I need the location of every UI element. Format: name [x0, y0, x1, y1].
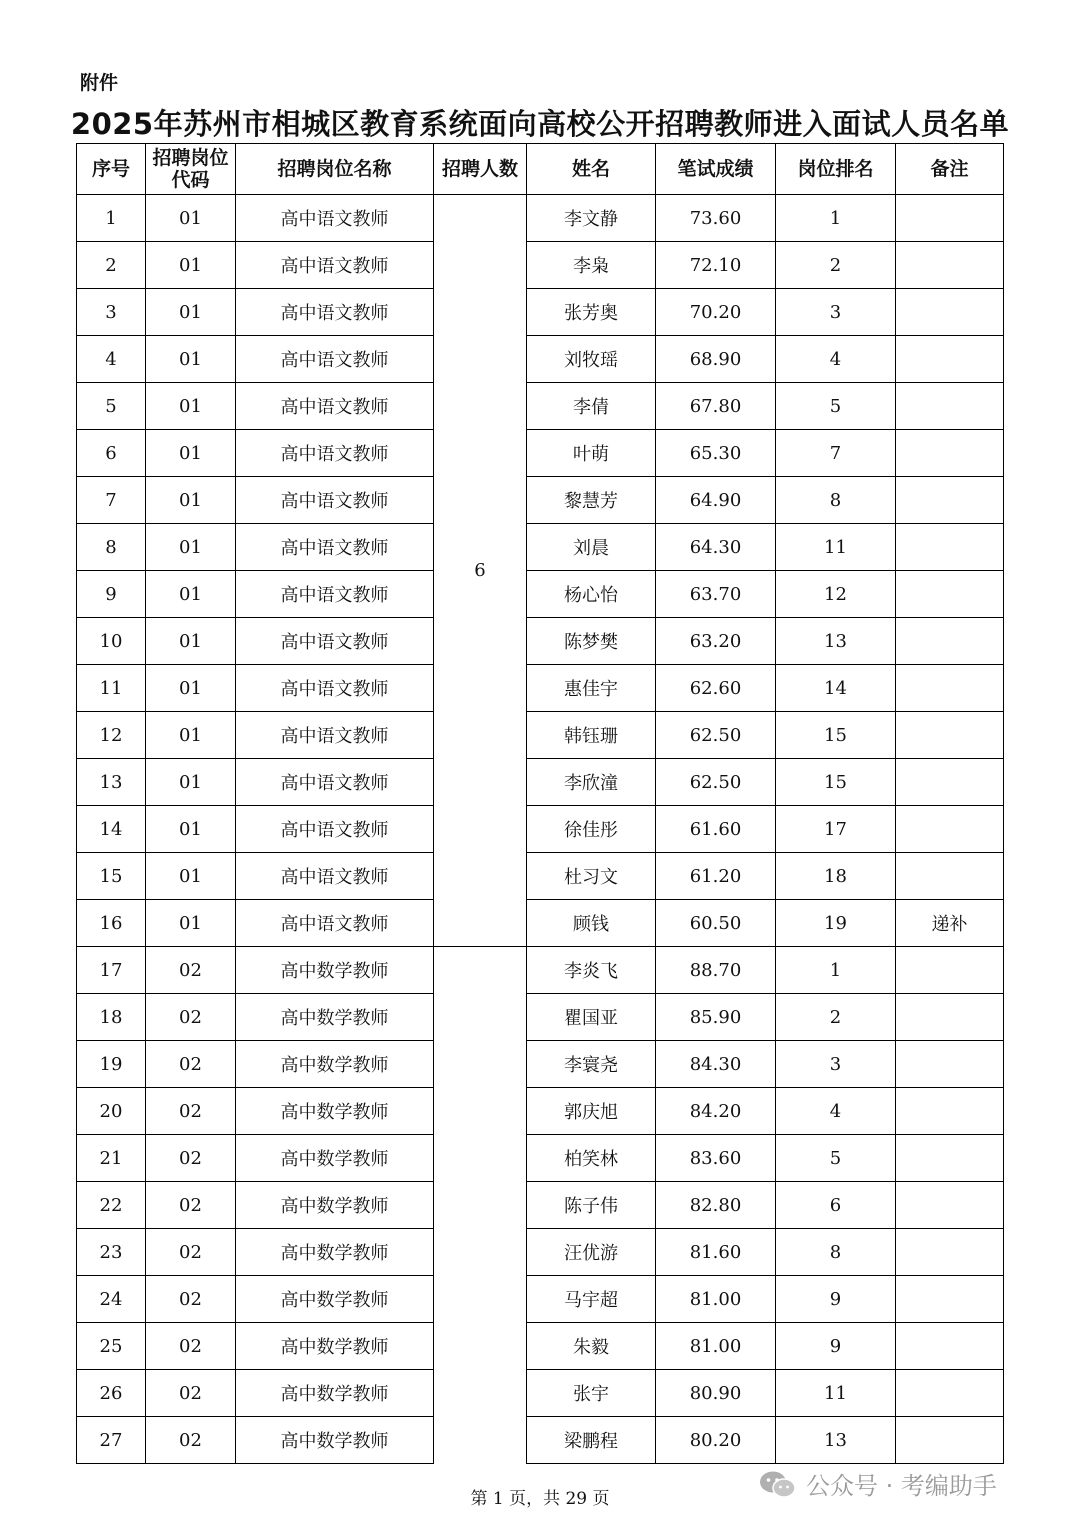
- cell-post: 高中数学教师: [236, 994, 434, 1041]
- cell-score: 62.50: [656, 759, 776, 806]
- cell-name: 李倩: [527, 383, 656, 430]
- table-row: [77, 947, 1004, 994]
- cell-code: 02: [146, 1323, 236, 1370]
- cell-name: 刘牧瑶: [527, 336, 656, 383]
- cell-code: 02: [146, 947, 236, 994]
- table-row: [77, 853, 1004, 900]
- cell-rank: 9: [776, 1323, 896, 1370]
- table-row: [77, 806, 1004, 853]
- cell-name: 刘晨: [527, 524, 656, 571]
- cell-remark: [896, 1323, 1004, 1370]
- cell-score: 70.20: [656, 289, 776, 336]
- cell-post: 高中语文教师: [236, 477, 434, 524]
- header-score: 笔试成绩: [656, 144, 776, 195]
- header-code: 招聘岗位代码: [146, 144, 236, 195]
- cell-post: 高中数学教师: [236, 1370, 434, 1417]
- table-header-row: [77, 144, 1004, 195]
- cell-name: 张芳奥: [527, 289, 656, 336]
- cell-remark: [896, 1417, 1004, 1464]
- cell-name: 陈子伟: [527, 1182, 656, 1229]
- cell-seq: 13: [77, 759, 146, 806]
- table-row: [77, 383, 1004, 430]
- cell-code: 01: [146, 853, 236, 900]
- cell-post: 高中数学教师: [236, 1041, 434, 1088]
- cell-remark: [896, 1182, 1004, 1229]
- cell-rank: 11: [776, 524, 896, 571]
- cell-seq: 9: [77, 571, 146, 618]
- cell-seq: 14: [77, 806, 146, 853]
- cell-seq: 21: [77, 1135, 146, 1182]
- cell-remark: 递补: [896, 900, 1004, 947]
- cell-score: 63.70: [656, 571, 776, 618]
- cell-score: 64.30: [656, 524, 776, 571]
- cell-rank: 4: [776, 336, 896, 383]
- cell-seq: 22: [77, 1182, 146, 1229]
- cell-remark: [896, 430, 1004, 477]
- cell-post: 高中语文教师: [236, 195, 434, 242]
- cell-quota-group-02: [434, 947, 527, 1464]
- cell-seq: 10: [77, 618, 146, 665]
- cell-code: 02: [146, 1370, 236, 1417]
- cell-post: 高中语文教师: [236, 712, 434, 759]
- cell-rank: 15: [776, 712, 896, 759]
- table-row: [77, 1041, 1004, 1088]
- table-row: [77, 1229, 1004, 1276]
- cell-remark: [896, 994, 1004, 1041]
- cell-name: 李欣潼: [527, 759, 656, 806]
- cell-score: 82.80: [656, 1182, 776, 1229]
- cell-name: 顾钱: [527, 900, 656, 947]
- table-row: [77, 242, 1004, 289]
- cell-name: 杜习文: [527, 853, 656, 900]
- cell-remark: [896, 1276, 1004, 1323]
- cell-remark: [896, 571, 1004, 618]
- cell-name: 李寰尧: [527, 1041, 656, 1088]
- cell-code: 02: [146, 1229, 236, 1276]
- cell-score: 65.30: [656, 430, 776, 477]
- cell-rank: 7: [776, 430, 896, 477]
- table-row: [77, 712, 1004, 759]
- cell-score: 62.60: [656, 665, 776, 712]
- cell-name: 马宇超: [527, 1276, 656, 1323]
- cell-remark: [896, 195, 1004, 242]
- cell-post: 高中语文教师: [236, 289, 434, 336]
- header-quota: 招聘人数: [434, 144, 527, 195]
- cell-score: 64.90: [656, 477, 776, 524]
- cell-post: 高中数学教师: [236, 1323, 434, 1370]
- cell-rank: 5: [776, 1135, 896, 1182]
- cell-seq: 15: [77, 853, 146, 900]
- cell-post: 高中语文教师: [236, 806, 434, 853]
- cell-score: 85.90: [656, 994, 776, 1041]
- cell-name: 汪优游: [527, 1229, 656, 1276]
- wechat-icon: [758, 1469, 798, 1499]
- cell-post: 高中语文教师: [236, 524, 434, 571]
- cell-name: 叶萌: [527, 430, 656, 477]
- cell-code: 01: [146, 571, 236, 618]
- cell-post: 高中数学教师: [236, 1276, 434, 1323]
- cell-code: 02: [146, 994, 236, 1041]
- cell-remark: [896, 524, 1004, 571]
- cell-post: 高中语文教师: [236, 336, 434, 383]
- cell-name: 徐佳彤: [527, 806, 656, 853]
- cell-rank: 3: [776, 289, 896, 336]
- cell-rank: 3: [776, 1041, 896, 1088]
- cell-code: 02: [146, 1182, 236, 1229]
- cell-code: 02: [146, 1276, 236, 1323]
- cell-seq: 2: [77, 242, 146, 289]
- cell-score: 61.20: [656, 853, 776, 900]
- cell-name: 李文静: [527, 195, 656, 242]
- table-row: [77, 1135, 1004, 1182]
- cell-seq: 4: [77, 336, 146, 383]
- cell-seq: 17: [77, 947, 146, 994]
- cell-remark: [896, 1229, 1004, 1276]
- table-row: [77, 994, 1004, 1041]
- table-row: [77, 1370, 1004, 1417]
- cell-seq: 26: [77, 1370, 146, 1417]
- cell-score: 72.10: [656, 242, 776, 289]
- cell-remark: [896, 1370, 1004, 1417]
- table-row: [77, 571, 1004, 618]
- cell-score: 81.00: [656, 1276, 776, 1323]
- cell-remark: [896, 853, 1004, 900]
- cell-score: 80.20: [656, 1417, 776, 1464]
- cell-name: 郭庆旭: [527, 1088, 656, 1135]
- cell-score: 81.60: [656, 1229, 776, 1276]
- cell-code: 02: [146, 1135, 236, 1182]
- cell-seq: 11: [77, 665, 146, 712]
- cell-rank: 15: [776, 759, 896, 806]
- cell-remark: [896, 665, 1004, 712]
- cell-seq: 25: [77, 1323, 146, 1370]
- cell-rank: 6: [776, 1182, 896, 1229]
- cell-code: 02: [146, 1417, 236, 1464]
- cell-seq: 24: [77, 1276, 146, 1323]
- cell-score: 68.90: [656, 336, 776, 383]
- table-row: [77, 289, 1004, 336]
- cell-score: 83.60: [656, 1135, 776, 1182]
- cell-name: 黎慧芳: [527, 477, 656, 524]
- cell-rank: 11: [776, 1370, 896, 1417]
- cell-seq: 7: [77, 477, 146, 524]
- cell-code: 01: [146, 665, 236, 712]
- cell-score: 80.90: [656, 1370, 776, 1417]
- cell-post: 高中语文教师: [236, 759, 434, 806]
- cell-seq: 16: [77, 900, 146, 947]
- cell-name: 韩钰珊: [527, 712, 656, 759]
- cell-code: 01: [146, 759, 236, 806]
- cell-post: 高中数学教师: [236, 1182, 434, 1229]
- table-row: [77, 195, 1004, 242]
- table-row: [77, 336, 1004, 383]
- cell-remark: [896, 383, 1004, 430]
- cell-post: 高中数学教师: [236, 1229, 434, 1276]
- cell-rank: 8: [776, 1229, 896, 1276]
- cell-seq: 20: [77, 1088, 146, 1135]
- cell-seq: 12: [77, 712, 146, 759]
- watermark-text: 公众号 · 考编助手: [806, 1472, 997, 1500]
- cell-seq: 27: [77, 1417, 146, 1464]
- cell-name: 梁鹏程: [527, 1417, 656, 1464]
- cell-code: 01: [146, 477, 236, 524]
- cell-score: 67.80: [656, 383, 776, 430]
- cell-post: 高中语文教师: [236, 242, 434, 289]
- cell-remark: [896, 1088, 1004, 1135]
- table-row: [77, 1088, 1004, 1135]
- cell-name: 惠佳宇: [527, 665, 656, 712]
- cell-post: 高中语文教师: [236, 665, 434, 712]
- cell-code: 01: [146, 430, 236, 477]
- cell-rank: 2: [776, 242, 896, 289]
- cell-post: 高中语文教师: [236, 383, 434, 430]
- cell-post: 高中语文教师: [236, 853, 434, 900]
- table-body: [77, 195, 1004, 1464]
- cell-quota-group-01: 6: [434, 195, 527, 947]
- cell-seq: 3: [77, 289, 146, 336]
- table-row: [77, 1323, 1004, 1370]
- cell-name: 柏笑林: [527, 1135, 656, 1182]
- cell-code: 02: [146, 1088, 236, 1135]
- watermark: [758, 1466, 997, 1501]
- cell-rank: 12: [776, 571, 896, 618]
- cell-score: 61.60: [656, 806, 776, 853]
- cell-post: 高中数学教师: [236, 1417, 434, 1464]
- cell-post: 高中数学教师: [236, 947, 434, 994]
- cell-remark: [896, 947, 1004, 994]
- cell-rank: 4: [776, 1088, 896, 1135]
- cell-name: 张宇: [527, 1370, 656, 1417]
- cell-code: 01: [146, 336, 236, 383]
- cell-score: 81.00: [656, 1323, 776, 1370]
- cell-code: 01: [146, 524, 236, 571]
- cell-remark: [896, 477, 1004, 524]
- table-row: [77, 759, 1004, 806]
- cell-score: 60.50: [656, 900, 776, 947]
- cell-code: 01: [146, 900, 236, 947]
- cell-rank: 1: [776, 947, 896, 994]
- cell-post: 高中数学教师: [236, 1135, 434, 1182]
- cell-remark: [896, 289, 1004, 336]
- cell-code: 02: [146, 1041, 236, 1088]
- cell-remark: [896, 712, 1004, 759]
- table-row: [77, 430, 1004, 477]
- cell-score: 73.60: [656, 195, 776, 242]
- cell-remark: [896, 806, 1004, 853]
- table-row: [77, 477, 1004, 524]
- cell-rank: 13: [776, 1417, 896, 1464]
- cell-seq: 5: [77, 383, 146, 430]
- cell-rank: 8: [776, 477, 896, 524]
- cell-score: 63.20: [656, 618, 776, 665]
- header-name: 姓名: [527, 144, 656, 195]
- cell-rank: 19: [776, 900, 896, 947]
- cell-rank: 17: [776, 806, 896, 853]
- cell-seq: 6: [77, 430, 146, 477]
- header-post: 招聘岗位名称: [236, 144, 434, 195]
- header-remark: 备注: [896, 144, 1004, 195]
- table-row: [77, 1276, 1004, 1323]
- cell-name: 李枭: [527, 242, 656, 289]
- cell-remark: [896, 618, 1004, 665]
- cell-post: 高中语文教师: [236, 618, 434, 665]
- cell-seq: 19: [77, 1041, 146, 1088]
- attachment-label: 附件: [80, 72, 119, 94]
- roster-table: [76, 143, 1004, 1464]
- cell-score: 88.70: [656, 947, 776, 994]
- table-row: [77, 900, 1004, 947]
- cell-rank: 1: [776, 195, 896, 242]
- table-row: [77, 618, 1004, 665]
- cell-rank: 5: [776, 383, 896, 430]
- cell-name: 瞿国亚: [527, 994, 656, 1041]
- cell-remark: [896, 1135, 1004, 1182]
- cell-code: 01: [146, 195, 236, 242]
- cell-rank: 9: [776, 1276, 896, 1323]
- header-seq: 序号: [77, 144, 146, 195]
- cell-name: 陈梦樊: [527, 618, 656, 665]
- cell-seq: 18: [77, 994, 146, 1041]
- cell-rank: 14: [776, 665, 896, 712]
- table-row: [77, 1182, 1004, 1229]
- cell-remark: [896, 242, 1004, 289]
- cell-seq: 23: [77, 1229, 146, 1276]
- cell-post: 高中语文教师: [236, 571, 434, 618]
- cell-name: 杨心怡: [527, 571, 656, 618]
- table-row: [77, 665, 1004, 712]
- cell-rank: 2: [776, 994, 896, 1041]
- cell-name: 李炎飞: [527, 947, 656, 994]
- cell-name: 朱毅: [527, 1323, 656, 1370]
- cell-post: 高中语文教师: [236, 430, 434, 477]
- cell-score: 62.50: [656, 712, 776, 759]
- table-row: [77, 1417, 1004, 1464]
- cell-score: 84.20: [656, 1088, 776, 1135]
- cell-code: 01: [146, 618, 236, 665]
- cell-code: 01: [146, 806, 236, 853]
- cell-rank: 18: [776, 853, 896, 900]
- cell-post: 高中数学教师: [236, 1088, 434, 1135]
- cell-remark: [896, 336, 1004, 383]
- cell-code: 01: [146, 712, 236, 759]
- cell-remark: [896, 759, 1004, 806]
- cell-post: 高中语文教师: [236, 900, 434, 947]
- cell-code: 01: [146, 289, 236, 336]
- table-row: [77, 524, 1004, 571]
- document-title: 2025年苏州市相城区教育系统面向高校公开招聘教师进入面试人员名单: [70, 107, 1010, 141]
- cell-code: 01: [146, 383, 236, 430]
- cell-code: 01: [146, 242, 236, 289]
- cell-remark: [896, 1041, 1004, 1088]
- header-rank: 岗位排名: [776, 144, 896, 195]
- page-footer: 第 1 页，共 29 页: [470, 1489, 610, 1509]
- cell-rank: 13: [776, 618, 896, 665]
- cell-score: 84.30: [656, 1041, 776, 1088]
- cell-seq: 1: [77, 195, 146, 242]
- cell-seq: 8: [77, 524, 146, 571]
